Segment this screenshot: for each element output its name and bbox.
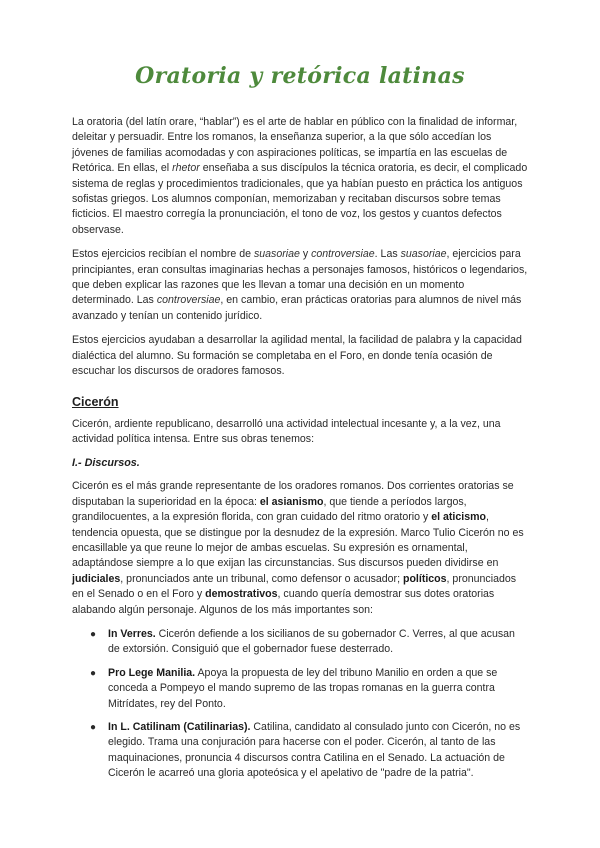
- speech-name: Pro Lege Manilia.: [108, 666, 196, 679]
- text-run: , en cambio, eran prácticas oratorias para alumnos de nivel más avanzado y tenían un contenido jurídico.: [72, 294, 522, 322]
- text-run: y: [299, 248, 312, 261]
- speech-description: Apoya la propuesta de ley del tribuno Manilio en orden a que se conceda a Pompeyo el mando supremo de las tropas romanas en la guerra contra Mitrídates, rey del Ponto.: [108, 666, 498, 710]
- paragraph-oratoria-intro: [72, 115, 528, 238]
- text-run: , cuando quería demostrar sus dotes oratorias alabando algún personaje. Algunos de los más importantes son:: [72, 588, 495, 616]
- paragraph-discursos: [72, 479, 528, 618]
- term-judiciales: judiciales: [72, 572, 121, 585]
- text-run: Cicerón es el más grande representante de los oradores romanos. Dos corrientes oratorias se disputaban la superioridad en la época:: [72, 480, 514, 508]
- page-title: Oratoria y retórica latinas: [135, 63, 465, 89]
- list-item: [90, 666, 528, 712]
- speech-name: In Verres.: [108, 627, 156, 640]
- term-asianismo: el asianismo: [259, 495, 324, 508]
- text-run: . Las: [374, 248, 401, 261]
- term-controversiae: controversiae: [311, 248, 375, 261]
- paragraph-ciceron-intro: Cicerón, ardiente republicano, desarrolló una actividad intelectual incesante y, a la vez, una actividad política intensa. Entre sus obras tenemos:: [72, 417, 501, 445]
- text-run: La oratoria (del latín orare, “hablar”) es el arte de hablar en público con la finalidad de informar, deleitar y persuadir. Entre los romanos, la enseñanza superior, a la que sólo accedían los jóvenes de familias acomodadas y con aspiraciones políticas, se impartía en las escuelas de Retórica. En ellas, el: [72, 116, 518, 175]
- term-rhetor: rhetor: [172, 162, 200, 175]
- list-item: [90, 627, 528, 658]
- term-controversiae: controversiae: [156, 294, 221, 307]
- bullet-icon: ●: [90, 722, 97, 733]
- subheading-discursos: I.- Discursos.: [72, 457, 140, 470]
- term-aticismo: el aticismo: [431, 511, 486, 524]
- text-run: , pronunciados ante un tribunal, como defensor o acusador;: [120, 572, 403, 585]
- speech-description: Catilina, candidato al consulado junto con Cicerón, no es elegido. Trama una conjuración para hacerse con el poder. Cicerón, al tanto de las maquinaciones, pronuncia 4 discursos contra Catilina en el Senado. La actuación de Cicerón le acarreó una gloria apoteósica y el apelativo de "padre de la patria".: [108, 721, 521, 780]
- list-item: [90, 720, 528, 782]
- text-run: , pronunciados en el Senado o en el Foro y: [72, 572, 517, 601]
- speeches-list: [72, 627, 528, 782]
- text-run: Estos ejercicios recibían el nombre de: [72, 248, 254, 261]
- text-run: , ejercicios para principiantes, eran consultas imaginarias hechas a personajes famosos, históricos o legendarios, que deben explicar las razones que les llevan a tomar una decisión en un momento determinado. Las: [72, 248, 528, 307]
- paragraph-formacion: Estos ejercicios ayudaban a desarrollar la agilidad mental, la facilidad de palabra y la capacidad dialéctica del alumno. Su formación se completaba en el Foro, en donde tenía ocasión de escuchar los discursos de oradores famosos.: [72, 334, 522, 378]
- bullet-icon: ●: [90, 628, 97, 640]
- text-run: , que tiende a períodos largos, grandilocuentes, a la expresión florida, con gran cuidado del ritmo oratorio y: [72, 495, 467, 524]
- paragraph-ejercicios: [72, 247, 528, 324]
- term-demostrativos: demostrativos: [205, 588, 278, 601]
- section-heading-ciceron: Cicerón: [72, 394, 119, 409]
- speech-description: Cicerón defiende a los sicilianos de su gobernador C. Verres, al que acusan de extorsión. Consiguió que el gobernador fuese desterrado.: [108, 627, 515, 656]
- term-suasoriae: suasoriae: [400, 248, 447, 261]
- term-suasoriae: suasoriae: [253, 248, 300, 261]
- text-run: enseñaba a sus discípulos la técnica oratoria, es decir, el complicado sistema de reglas y procedimientos tradicionales, que ya habían puesto en práctica los antiguos sofistas griegos. Los alumnos componían, memorizaban y recitaban discursos sobre temas ficticios. El maestro corregía la pronunciación, el tono de voz, los gestos y cuantos defectos observase.: [72, 162, 528, 236]
- speech-name: In L. Catilinam (Catilinarias).: [108, 721, 251, 733]
- bullet-icon: ●: [90, 667, 97, 679]
- text-run: , tendencia opuesta, que se distingue por la desnudez de la expresión. Marco Tulio Cicerón no es encasillable ya que reune lo mejor de ambas escuelas. Su expresión es ornamental, adaptándose siempre a lo que exijan las circunstancias. Sus discursos pueden dividirse en: [72, 511, 524, 570]
- term-politicos: políticos: [402, 572, 447, 585]
